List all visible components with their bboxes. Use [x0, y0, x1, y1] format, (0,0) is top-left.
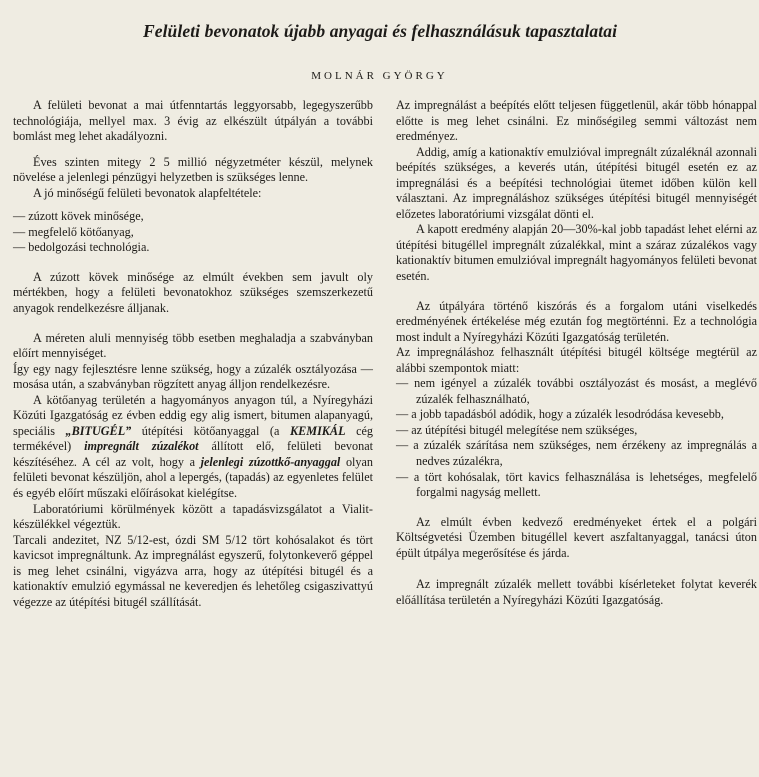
paragraph: Az elmúlt évben kedvező eredményeket értek el a polgári Költségvetési Üzemben bitugéllel kevert aszfaltanyaggal, tanácsi úton épült útpálya megerősítése és járda.	[396, 514, 757, 560]
paragraph: Tarcali andezitet, NZ 5/12-est, ózdi SM 5/12 tört kohósalakot és tört kavicsot impregnáltunk. Az impregnálást egyszerű, folytonkeverő géppel is meg lehet csinálni, vigyázva arra, hogy az útépítési bitugél és a kationaktív emulzió egymással ne keveredjen és lehetőleg csigaszivattyú végezze az útépítési bitugél szállítását.	[13, 532, 373, 609]
requirements-list	[13, 209, 373, 256]
list-item: — az útépítési bitugél melegítése nem szükséges,	[396, 422, 638, 437]
article-title: Felületi bevonatok újabb anyagai és felhasználásuk tapasztalatai	[142, 21, 618, 41]
paragraph: Laboratóriumi körülmények között a tapadásvizsgálatot a Vialit-készülékkel végeztük.	[13, 501, 373, 532]
list-item: — bedolgozási technológia.	[13, 240, 150, 255]
list-item: — zúzott kövek minősége,	[13, 209, 144, 224]
paragraph: A felületi bevonat a mai útfenntartás leggyorsabb, legegyszerűbb technológiája, mellyel max. 3 évig az elkészült útpályán a további bomlást meg lehet akadályozni.	[13, 98, 373, 144]
paragraph: Éves szinten mitegy 2 5 millió négyzetméter készül, melynek növelése a jelenlegi pénzügyi helyzetben is szükséges lenne.	[13, 154, 373, 185]
emphasis-text: impregnált zúzalékot	[84, 439, 199, 454]
paragraph: A jó minőségű felületi bevonatok alapfeltétele:	[33, 185, 262, 200]
list-item: — megfelelő kötőanyag,	[13, 224, 134, 239]
right-column	[396, 98, 757, 608]
list-item: — nem igényel a zúzalék további osztályozást és mosást, a meglévő zúzalék felhasználható,	[396, 376, 757, 406]
list-item: — a jobb tapadásból adódik, hogy a zúzalék lesodródása kevesebb,	[396, 407, 724, 422]
paragraph: Így egy nagy fejlesztésre lenne szükség, hogy a zúzalék osztályozása — mosása után, a szabványban rögzített anyag álljon rendelkezésre.	[13, 361, 373, 392]
emphasis-text: jelenlegi zúzottkő-anyaggal	[200, 454, 341, 469]
paragraph: A méreten aluli mennyiség több esetben meghaladja a szabványban előírt mennyiséget.	[13, 330, 373, 361]
paragraph-bitugel: A kötőanyag területén a hagyományos anyagon túl, a Nyíregyházi Közúti Igazgatóság ez évben eddig egy alig ismert, bitumen alapanyagú, speciális „BITUGÉL” útépítési kötőanyaggal (a KEMIKÁL cég termékével) impregnált zúzalékot állított elő, felületi bevonat készítéséhez. A cél az volt, hogy a jelenlegi zúzottkő-anyaggal olyan felületi bevonat készüljön, ahol a lepergés, (tapadás) az egyenletes felület és egyéb előírt műszaki előírásokat kielégítse.	[13, 392, 374, 501]
paragraph: Az impregnáláshoz felhasznált útépítési bitugél költsége megtérül az alábbi szempontok miatt:	[396, 345, 757, 375]
list-item: — a zúzalék szárítása nem szükséges, nem érzékeny az impregnálás a nedves zúzalékra,	[396, 438, 757, 469]
product-name: „BITUGÉL”	[65, 423, 132, 438]
paragraph: Az útpályára történő kiszórás és a forgalom utáni viselkedés eredményének értékelése még ezután fog megtörténni. Ez a technológia most indult a Nyíregyházi Közúti Igazgatóság területén.	[396, 298, 757, 344]
paragraph: A kapott eredmény alapján 20—30%-kal jobb tapadást lehet elérni az útépítési bitugéllel impregnált zúzalékkal, mint a száraz zúzalékos vagy kationaktív bitumen emulzióval impregnált hagyományos felületi bevonat esetén.	[396, 222, 757, 284]
author-name: MOLNÁR GYÖRGY	[311, 70, 448, 82]
company-name: KEMIKÁL	[289, 423, 346, 438]
list-item: — a tört kohósalak, tört kavics felhasználása is lehetséges, megfelelő forgalmi nagyság mellett.	[396, 469, 757, 500]
paragraph: Az impregnálást a beépítés előtt teljesen függetlenül, akár több hónappal előtte is meg lehet csinálni. Ez minőségileg semmi változást nem eredményez.	[396, 98, 757, 144]
left-column	[13, 98, 373, 610]
cost-reasons-list	[396, 376, 757, 500]
paragraph: A zúzott kövek minősége az elmúlt években sem javult oly mértékben, hogy a felületi bevonatokhoz szükséges szemszerkezetű anyagok rendelkezésre álljanak.	[13, 269, 373, 316]
paragraph: Az impregnált zúzalék mellett további kísérleteket folytat keverék előállítása területén a Nyíregyházi Közúti Igazgatóság.	[396, 577, 757, 607]
paragraph: Addig, amíg a kationaktív emulzióval impregnált zúzaléknál azonnali beépítés szükséges, a keverés után, útépítési bitugél esetén ez az impregnálási és a beépítési technológiai ütemet időben külön kell választani. Az impregnáláshoz szükséges útépítési bitugél mennyiségét előzetes laboratóriumi vizsgálat dönti el.	[396, 144, 757, 221]
